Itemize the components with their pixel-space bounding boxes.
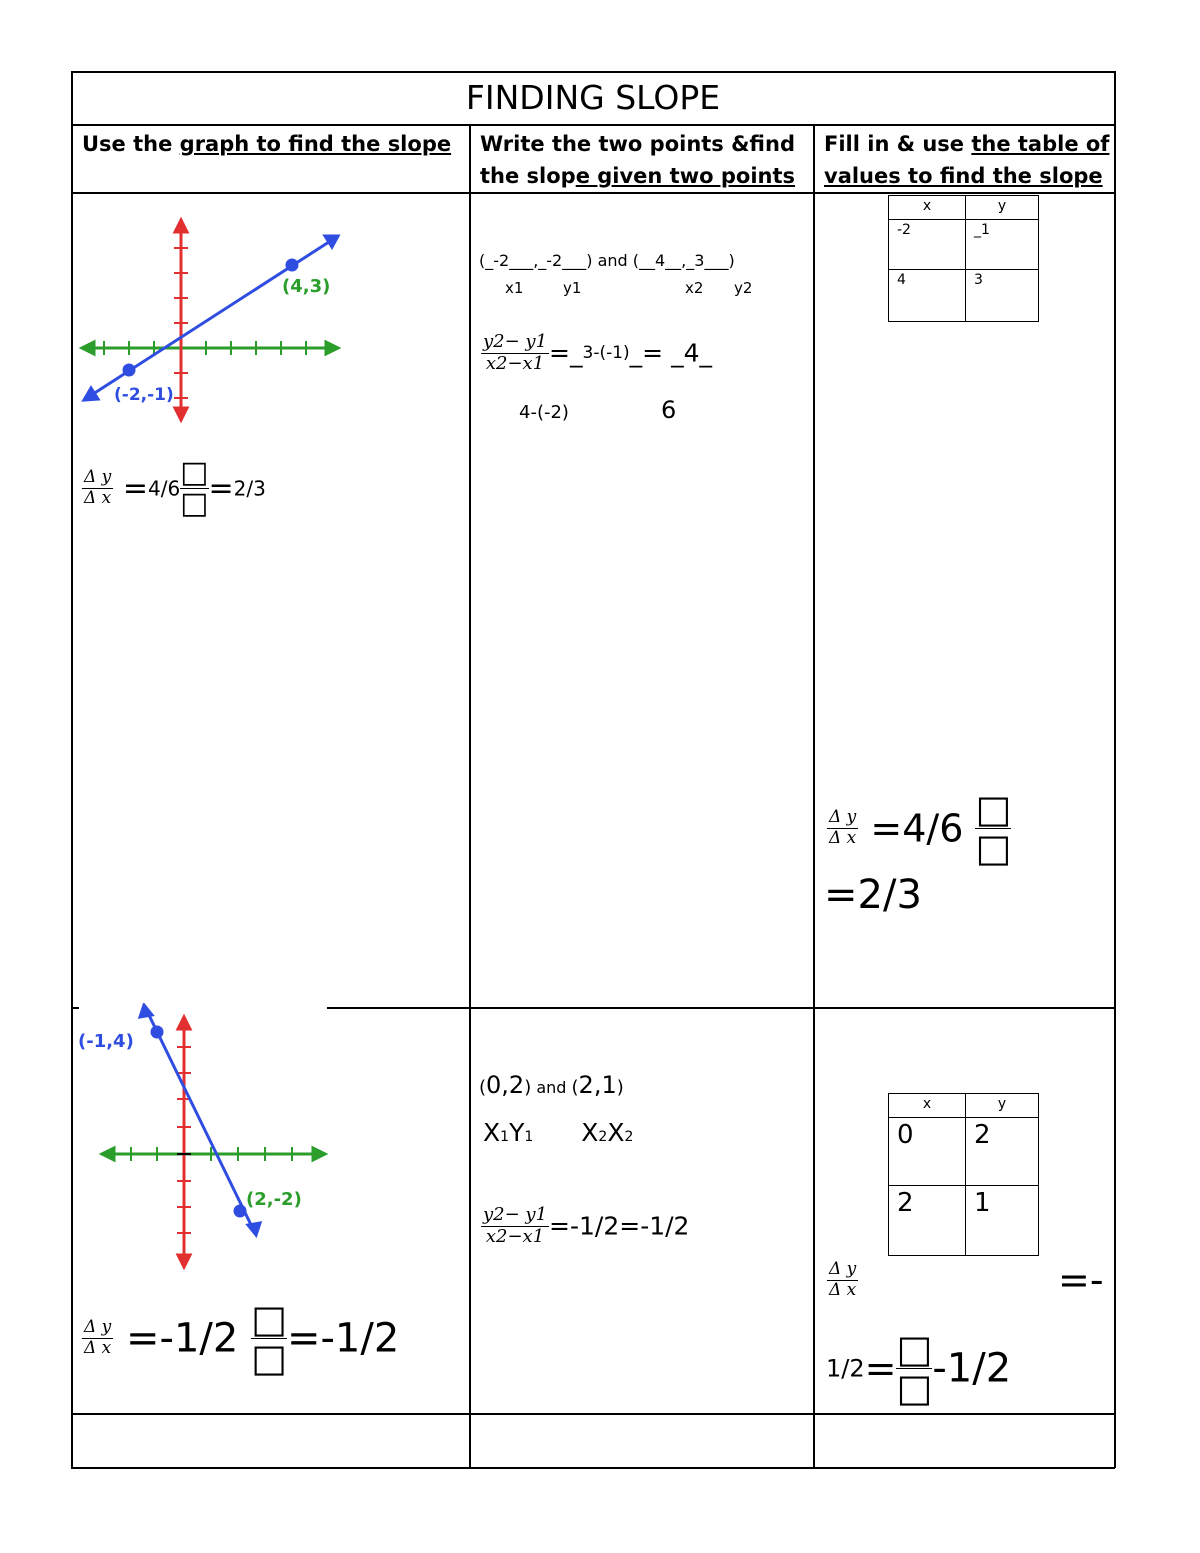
row2-answer: =-1/2 bbox=[113, 1315, 252, 1362]
delta-x: Δ x bbox=[829, 828, 857, 848]
row2-point-2: 2,1 bbox=[578, 1071, 617, 1099]
formula-below-a: 4-(-2) bbox=[519, 402, 569, 423]
header-col3-underlined1: the table of bbox=[971, 132, 1110, 156]
row2-slope-formula bbox=[481, 1205, 689, 1247]
header-col2 bbox=[480, 128, 795, 192]
table1-cell[interactable]: 4 bbox=[889, 270, 966, 322]
row1-graph-answer bbox=[82, 455, 266, 521]
header-col2-line2 bbox=[480, 160, 795, 192]
row2-table-answer-line2 bbox=[826, 1327, 1012, 1410]
coord-label-y2: y2 bbox=[734, 279, 753, 297]
table2-header-x: x bbox=[889, 1094, 966, 1118]
border-top bbox=[71, 71, 1115, 73]
row1-table-answer bbox=[827, 787, 1012, 870]
formula-numerator: y2− y1 bbox=[483, 331, 548, 352]
formula-numerator: y2− y1 bbox=[483, 1204, 548, 1225]
placeholder-fraction-icon: □ □ bbox=[180, 455, 209, 521]
graph-2-y-axis bbox=[177, 1017, 191, 1267]
row1-answer-eq2: = bbox=[208, 471, 234, 506]
header-col3 bbox=[824, 128, 1109, 192]
delta-x: Δ x bbox=[829, 1279, 857, 1300]
graph-1 bbox=[76, 212, 346, 424]
header-divider bbox=[71, 192, 1115, 194]
delta-y: Δ y bbox=[829, 807, 857, 828]
table1-header-x: x bbox=[889, 196, 966, 220]
coord-sub-1: 1 bbox=[500, 1129, 510, 1145]
delta-y: Δ y bbox=[829, 1259, 857, 1279]
graph-2-line bbox=[140, 1005, 260, 1235]
table2-cell[interactable]: 2 bbox=[889, 1186, 966, 1256]
coord-sub-2: 1 bbox=[524, 1129, 534, 1145]
graph-1-y-axis bbox=[174, 220, 188, 420]
row2-divider bbox=[71, 1413, 1115, 1415]
table1-header-y: y bbox=[966, 196, 1039, 220]
coord-label-x2: x2 bbox=[685, 279, 704, 297]
graph-2 bbox=[76, 1003, 331, 1271]
graph-1-point-label-pos: (4,3) bbox=[282, 276, 331, 297]
row2-table-answer-a: =- bbox=[1058, 1258, 1104, 1302]
header-col3-line1 bbox=[824, 128, 1109, 160]
formula-denominator: x2−x1 bbox=[485, 1225, 545, 1247]
row1-table-answer-b: =2/3 bbox=[824, 872, 922, 918]
page-title: FINDING SLOPE bbox=[465, 78, 721, 117]
graph-1-point-label-neg: (-2,-1) bbox=[114, 385, 174, 405]
row2-point-1: 0,2 bbox=[486, 1071, 525, 1099]
table1-cell[interactable]: -2 bbox=[889, 220, 966, 270]
table1-cell[interactable]: 3 bbox=[966, 270, 1039, 322]
formula-rhs-c: _= _4_ bbox=[629, 338, 712, 368]
coord-x1: X bbox=[483, 1118, 501, 1147]
table2-cell[interactable]: 0 bbox=[889, 1118, 966, 1186]
delta-y: Δ y bbox=[84, 1317, 112, 1338]
formula-rhs-a: =_ bbox=[549, 338, 583, 368]
coord-x2b: X bbox=[607, 1118, 625, 1147]
row2-table-answer-b: 1/2 bbox=[826, 1354, 865, 1383]
col-divider-2 bbox=[813, 124, 815, 1468]
delta-y: Δ y bbox=[84, 467, 112, 488]
row2-points: (0,2) and (2,1) bbox=[479, 1071, 624, 1099]
row2-coord-labels bbox=[483, 1118, 633, 1147]
border-left bbox=[71, 71, 73, 1468]
row2-graph-answer bbox=[82, 1297, 400, 1380]
table1-cell[interactable]: _1 bbox=[966, 220, 1039, 270]
graph-1-x-axis bbox=[82, 341, 338, 355]
row1-answer-eq: = bbox=[113, 471, 148, 506]
header-col3-prefix: Fill in & use bbox=[824, 132, 972, 156]
coord-label-x1: x1 bbox=[505, 279, 524, 297]
header-col3-underlined2: values to find the slope bbox=[824, 164, 1103, 188]
row2-table-answer-d: -1/2 bbox=[932, 1345, 1012, 1392]
row1-answer-value: 4/6 bbox=[147, 476, 181, 501]
border-bottom bbox=[71, 1467, 1115, 1469]
formula-below-b: 6 bbox=[661, 396, 677, 424]
delta-x: Δ x bbox=[84, 488, 112, 508]
graph-2-point-label-pos: (2,-2) bbox=[246, 1189, 302, 1210]
row1-slope-formula bbox=[481, 332, 712, 374]
header-col1 bbox=[82, 128, 451, 160]
row1-divider-b bbox=[327, 1007, 1115, 1009]
col-divider-1 bbox=[469, 124, 471, 1468]
header-col1-underlined: graph to find the slope bbox=[179, 132, 452, 156]
border-right bbox=[1114, 71, 1116, 1468]
row2-points-and: and bbox=[531, 1078, 572, 1097]
coord-label-y1: y1 bbox=[563, 279, 582, 297]
formula-rhs-b: 3-(-1) bbox=[582, 343, 630, 364]
row1-answer-result: 2/3 bbox=[233, 476, 266, 501]
header-col2-line1: Write the two points &find bbox=[480, 132, 795, 156]
coord-y1: Y bbox=[509, 1118, 525, 1147]
delta-x: Δ x bbox=[84, 1338, 112, 1358]
row1-table-answer-a: =4/6 bbox=[858, 806, 976, 851]
table2-header-y: y bbox=[966, 1094, 1039, 1118]
row1-points-line: (_-2___,_-2___) and (__4__,_3___) bbox=[479, 251, 735, 270]
header-col2-line2-prefix: the slop bbox=[480, 164, 576, 188]
coord-sub-3: 2 bbox=[598, 1129, 608, 1145]
row2-table-answer-frac bbox=[827, 1260, 858, 1300]
row2-answer-b: =-1/2 bbox=[286, 1315, 400, 1362]
placeholder-fraction-icon: □ □ bbox=[251, 1297, 287, 1380]
placeholder-fraction-icon: □ □ bbox=[896, 1327, 933, 1410]
graph-2-point-label-neg: (-1,4) bbox=[78, 1031, 134, 1052]
row1-values-table bbox=[888, 195, 1039, 322]
row2-table-answer-c: = bbox=[864, 1346, 897, 1391]
header-col2-line2-underlined: e given two points bbox=[575, 164, 796, 188]
row2-formula-rhs: =-1/2=-1/2 bbox=[549, 1211, 690, 1241]
placeholder-fraction-icon: □ □ bbox=[975, 787, 1012, 870]
graph-1-line bbox=[84, 236, 338, 400]
table2-cell[interactable]: 1 bbox=[966, 1186, 1039, 1256]
coord-sub-4: 2 bbox=[624, 1129, 634, 1145]
title-divider bbox=[71, 124, 1115, 126]
coord-x2: X bbox=[581, 1118, 599, 1147]
header-col1-prefix: Use the bbox=[82, 132, 180, 156]
formula-denominator: x2−x1 bbox=[485, 352, 545, 374]
row2-values-table bbox=[888, 1093, 1039, 1256]
table2-cell[interactable]: 2 bbox=[966, 1118, 1039, 1186]
